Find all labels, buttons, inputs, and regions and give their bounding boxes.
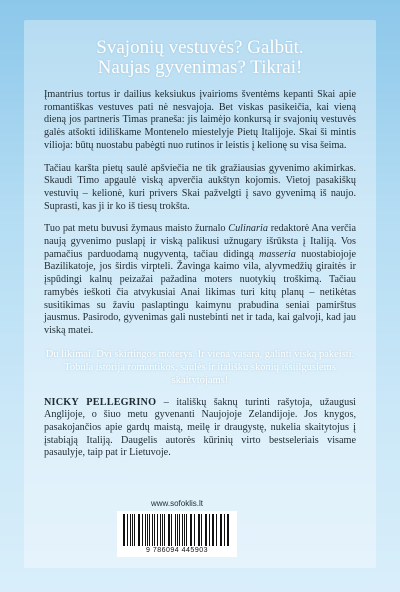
title-line-1: Svajonių vestuvės? Galbūt. [96,37,304,58]
publisher-website: www.sofoklis.lt [150,499,203,508]
para3-part-c: nuostabiojoje Bazilikatoje, jos širdis virpteli. Žavinga kaimo vila, alyvmedžių giraitės ir įspūdingi kalnų peizažai pažadina moters nuotykių troškimą. Tačiau ramybės ieškoti čia atvykusiai Anai likimas turi kitų planų – netikėtas susitikimas su žaviu paslaptingu kaimynu prabudina seniai pamirštus jausmus. Pasirodo, gyvenimas gali nustebinti net ir tada, kai galvoji, kad jau viską matei. [44,248,356,336]
barcode-stripe [194,514,195,546]
isbn-digits: 9 786094 445903 [146,547,208,554]
author-bio-text: – itališkų šaknų turinti rašytoja, užaugusi Anglijoje, o šiuo metu gyvenanti Naujojoje Zelandijoje. Jos knygos, pasakojančios apie gardų maistą, meilę ir draugystę, nukelia skaitytojus į įstabiąją Italiją. Daugelis autorės kūrinių virto bestseleriais visame pasaulyje, taip pat ir Lietuvoje. [44,396,356,459]
barcode-stripe [213,514,214,546]
masseria-word: masseria [259,248,296,260]
author-bio [44,397,356,461]
barcode-stripe [201,514,202,546]
barcode-stripe [139,514,140,546]
barcode-stripe [157,514,158,546]
synopsis-paragraph-1: Įmantrius tortus ir dailius keksiukus įvairioms šventėms kepanti Skai apie romantiškas vestuves pati nė nesvajoja. Bet viskas pasikeičia, kai vieną dieną jos partneris Timas praneša: jis laimėjo konkursą ir svajonių vestuvės galės atšokti idiliškame Montenelo miestelyje Pietų Italijoje. Skai ši mintis vilioja: būtų nuostabu pabėgti nuo rutinos ir leistis į kelionę su visa šeima. [44,89,356,151]
author-name: NICKY PELLEGRINO [44,396,157,408]
title-line-2: Naujas gyvenimas? Tikrai! [97,57,303,78]
barcode-stripe [221,514,222,546]
barcode-bars-icon [123,514,231,546]
para3-part-a: Tuo pat metu buvusi žymaus maisto žurnalo [44,223,229,235]
barcode-stripe [228,514,229,546]
barcode-stripe [142,514,143,546]
para3-part-b: redaktorė Ana verčia naują gyvenimo puslapį ir viską palikusi užnugary išrūksta į Italiją. Vos pamačius parduodamą nugyventą, tačiau didingą [44,223,356,260]
text-panel [24,20,376,568]
barcode-stripe [182,514,183,546]
isbn-barcode [117,511,237,557]
barcode-stripe [190,514,191,546]
barcode-stripe [152,514,153,546]
barcode-stripe [175,514,176,546]
barcode-stripe [206,514,207,546]
magazine-name: Culinaria [228,223,268,235]
synopsis-paragraph-3 [44,223,356,337]
barcode-stripe [127,514,128,546]
synopsis-paragraph-2: Tačiau karšta pietų saulė apšviečia ne tik gražiausias gyvenimo akimirkas. Skaudi Timo apgaulė viską apverčia aukštyn kojomis. Vietoj pasakiškų vestuvių – kelionė, kuri privers Skai pažvelgti į savo gyvenimą iš naujo. Suprasti, kas ji ir ko iš tiesų trokšta. [44,162,356,212]
barcode-stripe [164,514,165,546]
cover-title [44,38,356,78]
barcode-stripe [171,514,172,546]
tagline: Du likimai. Dvi skirtingos moterys. Ir viena vasara, galinti viską pakeisti. Tobula istorija romantikos, saulės ir itališku skonių išsiilgusiems skaitytojams! [45,348,355,386]
barcode-stripe [134,514,135,546]
